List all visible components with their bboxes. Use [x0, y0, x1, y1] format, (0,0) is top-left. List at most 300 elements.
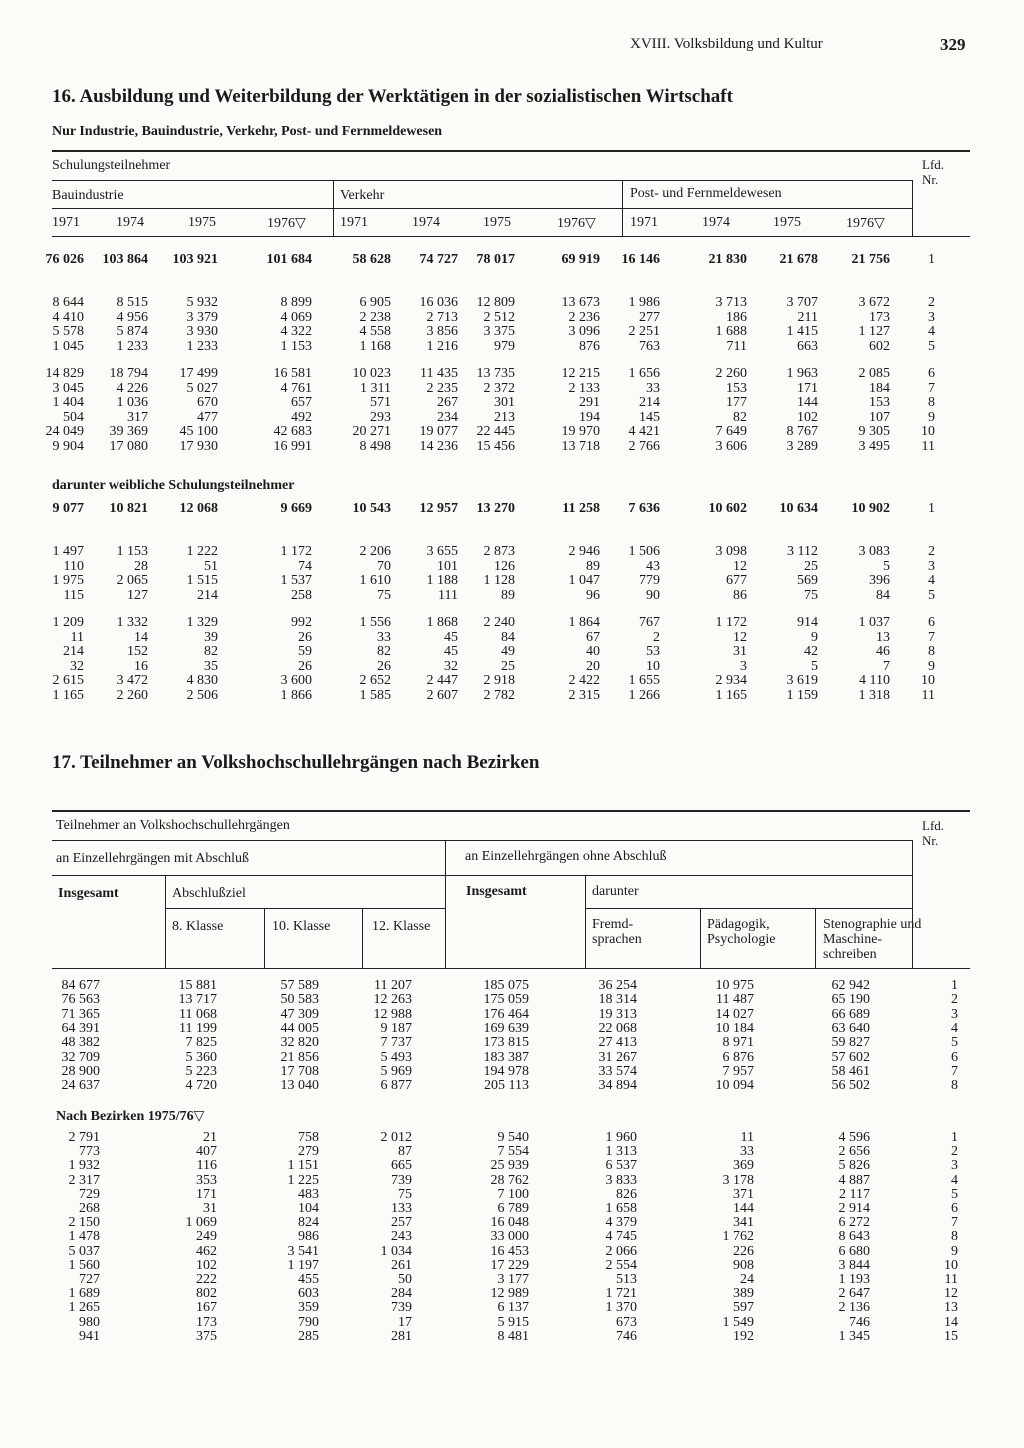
table17-bezirk-cell: 2 656	[838, 1144, 870, 1160]
table16-s2-cell: 2	[653, 629, 660, 645]
table17-bezirk-cell: 33 000	[490, 1229, 529, 1245]
table16-s2-total-cell: 9 669	[280, 501, 312, 516]
table16-s1-cell: 1 233	[116, 339, 148, 354]
table16-s2-cell: 152	[127, 644, 148, 659]
table16-s1-cell: 1 688	[715, 324, 747, 339]
table16-s1-cell: 15 456	[476, 438, 515, 454]
table16-s2-cell: 5	[811, 658, 818, 674]
table16-s2-lfd: 4	[928, 573, 935, 588]
table17-bezirk-lfd: 2	[951, 1144, 958, 1160]
table17-klasse12: 12. Klasse	[372, 919, 431, 934]
table16-s1-cell: 1 045	[52, 339, 84, 354]
table17-year-cell: 24 637	[61, 1078, 100, 1094]
table16-s2-cell: 1 556	[359, 615, 391, 630]
table17-year-cell: 57 589	[280, 978, 319, 993]
table16-year-5: 1974	[412, 215, 440, 230]
table16-s2-cell: 1 172	[280, 544, 312, 559]
table17-group-header: Teilnehmer an Volkshochschullehrgängen	[56, 818, 290, 833]
table16-s2-cell: 1 868	[426, 615, 458, 630]
table17-bezirk-cell: 167	[196, 1300, 217, 1316]
table17-bezirk-cell: 28 762	[490, 1172, 529, 1188]
table16-s2-cell: 1 515	[186, 573, 218, 588]
table16-s2-cell: 33	[377, 629, 391, 645]
table17-bezirk-cell: 133	[391, 1201, 412, 1216]
table17-bezirk-cell: 6 789	[497, 1201, 529, 1216]
table16-s1-cell: 20 271	[352, 424, 391, 439]
table17-bezirk-cell: 8 643	[838, 1229, 870, 1245]
table17-bezirk-cell: 389	[733, 1286, 754, 1302]
table16-s1-cell: 1 168	[359, 339, 391, 354]
table16-s2-total-lfd: 1	[928, 501, 935, 516]
table16-branch-verkehr: Verkehr	[340, 188, 385, 203]
table17-year-lfd: 7	[951, 1064, 958, 1080]
table16-s1-total-cell: 16 146	[621, 252, 660, 267]
table16-s1-cell: 12 809	[476, 295, 515, 310]
table17-bezirk-cell: 104	[298, 1201, 319, 1216]
table16-s2-cell: 2 607	[426, 687, 458, 703]
table17-bezirk-cell: 2 136	[838, 1300, 870, 1316]
table17-bezirk-cell: 2 117	[839, 1186, 870, 1202]
table17-year-cell: 14 027	[715, 1006, 754, 1022]
table16-s2-cell: 914	[797, 615, 818, 630]
table16-s1-cell: 5 932	[186, 295, 218, 310]
table16-group-header: Schulungsteilnehmer	[52, 158, 171, 173]
table16-s2-total-cell: 12 068	[179, 501, 218, 516]
table17-bezirk-cell: 980	[79, 1314, 100, 1330]
table17-bezirk-lfd: 10	[944, 1257, 958, 1273]
table16-year-0: 1971	[52, 215, 80, 230]
table16-s2-cell: 1 332	[116, 615, 148, 630]
table16-s2-cell: 1 506	[628, 544, 660, 559]
table16-s2-cell: 14	[134, 629, 148, 645]
table17-year-cell: 7 825	[185, 1035, 217, 1051]
table16-s2-lfd: 11	[921, 687, 935, 703]
table16-s1-lfd: 4	[928, 324, 935, 339]
table17-with-exam: an Einzellehrgängen mit Abschluß	[56, 851, 249, 866]
table16-title: 16. Ausbildung und Weiterbildung der Werktätigen in der sozialistischen Wirtschaft	[52, 86, 733, 107]
table16-s2-cell: 1 188	[426, 573, 458, 588]
table17-bezirk-cell: 407	[196, 1144, 217, 1160]
table17-bezirk-cell: 6 680	[838, 1243, 870, 1259]
table16-s1-cell: 2 372	[483, 380, 515, 396]
table16-s1-cell: 5 874	[116, 324, 148, 339]
table16-s1-cell: 82	[733, 409, 747, 425]
table17-bezirk-cell: 144	[733, 1201, 754, 1216]
table17-bezirk-cell: 222	[196, 1272, 217, 1287]
table16-s2-cell: 214	[197, 587, 218, 603]
table16-s2-cell: 2 206	[359, 544, 391, 559]
table17-bezirk-cell: 802	[196, 1286, 217, 1302]
table16-s1-cell: 763	[639, 339, 660, 354]
table17-year-lfd: 4	[951, 1021, 958, 1037]
table16-s1-cell: 8 498	[359, 438, 391, 454]
table17-bezirk-lfd: 4	[951, 1172, 958, 1188]
table16-s2-cell: 70	[377, 558, 391, 574]
table16-rule-2	[52, 208, 912, 209]
table16-s2-cell: 45	[444, 644, 458, 659]
table16-s2-lfd: 2	[928, 544, 935, 559]
table17-bezirk-cell: 729	[79, 1186, 100, 1202]
table17-year-cell: 28 900	[61, 1064, 100, 1080]
table16-s2-cell: 11	[70, 629, 84, 645]
table16-s2-cell: 779	[639, 573, 660, 588]
table16-branch-post: Post- und Fernmeldewesen	[630, 186, 782, 201]
table16-s1-cell: 17 080	[109, 438, 148, 454]
table16-s2-cell: 12	[733, 629, 747, 645]
table17-title: 17. Teilnehmer an Volkshochschullehrgängen nach Bezirken	[52, 752, 540, 773]
table16-s2-cell: 84	[876, 587, 890, 603]
table16-year-7: 1976▽	[557, 216, 596, 231]
table16-s2-cell: 32	[70, 658, 84, 674]
table17-rule-1	[52, 840, 912, 841]
table17-klasse10: 10. Klasse	[272, 919, 331, 934]
table17-bezirk-cell: 790	[298, 1314, 319, 1330]
table17-year-cell: 31 267	[598, 1049, 637, 1065]
table16-s1-cell: 14 236	[419, 438, 458, 454]
table16-s2-cell: 1 329	[186, 615, 218, 630]
table16-section2-label: darunter weibliche Schulungsteilnehmer	[52, 478, 295, 493]
table17-year-cell: 33 574	[598, 1064, 637, 1080]
table16-s2-cell: 9	[811, 629, 818, 645]
table16-s2-cell: 32	[444, 658, 458, 674]
table16-s2-lfd: 3	[928, 558, 935, 574]
table16-s1-cell: 3 713	[715, 295, 747, 310]
table16-s1-cell: 3 707	[786, 295, 818, 310]
table16-s1-cell: 2 766	[628, 438, 660, 454]
table16-s1-cell: 8 767	[786, 424, 818, 439]
table17-bezirk-cell: 941	[79, 1328, 100, 1344]
table17-bezirk-cell: 6 137	[497, 1300, 529, 1316]
table17-bezirk-cell: 11	[740, 1130, 754, 1145]
table16-s1-cell: 19 077	[419, 424, 458, 439]
table17-bezirk-cell: 826	[616, 1186, 637, 1202]
table17-bezirk-cell: 1 225	[287, 1172, 319, 1188]
table17-bezirk-cell: 1 265	[68, 1300, 100, 1316]
table16-s1-cell: 12 215	[561, 366, 600, 381]
table17-top-rule	[52, 810, 970, 812]
table17-bezirk-cell: 1 960	[605, 1130, 637, 1145]
table17-year-cell: 13 040	[280, 1078, 319, 1094]
table16-s1-cell: 2 236	[568, 309, 600, 325]
table16-s2-cell: 1 866	[280, 687, 312, 703]
table17-year-cell: 15 881	[178, 978, 217, 993]
table16-year-1: 1974	[116, 215, 144, 230]
table16-s2-lfd: 7	[928, 629, 935, 645]
table16-s2-total-cell: 7 636	[628, 501, 660, 516]
table16-s2-cell: 26	[298, 629, 312, 645]
table17-year-lfd: 5	[951, 1035, 958, 1051]
table16-s1-cell: 657	[291, 395, 312, 410]
table17-bezirk-cell: 25 939	[490, 1158, 529, 1174]
table16-s1-cell: 211	[797, 309, 818, 325]
table16-s2-cell: 2 615	[52, 673, 84, 688]
table16-s1-cell: 10 023	[352, 366, 391, 381]
table17-bezirk-cell: 2 012	[380, 1130, 412, 1145]
table17-bezirk-cell: 3 541	[287, 1243, 319, 1259]
table16-year-6: 1975	[483, 215, 511, 230]
table17-bezirk-cell: 226	[733, 1243, 754, 1259]
table16-s1-cell: 107	[869, 409, 890, 425]
table16-year-11: 1976▽	[846, 216, 885, 231]
table16-s2-cell: 7	[883, 658, 890, 674]
table16-s1-total-cell: 69 919	[561, 252, 600, 267]
table16-s2-cell: 28	[134, 558, 148, 574]
table17-year-cell: 6 876	[722, 1049, 754, 1065]
table17-year-lfd: 3	[951, 1006, 958, 1022]
table16-s2-cell: 2 422	[568, 673, 600, 688]
table16-s1-cell: 1 311	[360, 380, 391, 396]
table16-s1-cell: 9 904	[52, 438, 84, 454]
table16-s2-total-cell: 10 602	[708, 501, 747, 516]
table17-bezirk-cell: 455	[298, 1272, 319, 1287]
table16-s1-cell: 3 289	[786, 438, 818, 454]
table17-year-cell: 56 502	[831, 1078, 870, 1094]
table16-year-3: 1976▽	[267, 216, 306, 231]
table17-bezirk-cell: 1 197	[287, 1257, 319, 1273]
table16-s1-cell: 4 558	[359, 324, 391, 339]
table16-s1-lfd: 11	[921, 438, 935, 454]
table17-year-cell: 44 005	[280, 1021, 319, 1037]
table16-s2-cell: 1 975	[52, 573, 84, 588]
table16-s1-cell: 3 606	[715, 438, 747, 454]
table17-year-lfd: 2	[951, 992, 958, 1008]
table17-year-cell: 11 207	[374, 978, 412, 993]
table17-bezirk-cell: 1 034	[380, 1243, 412, 1259]
table17-bezirk-cell: 4 596	[838, 1130, 870, 1145]
table16-s2-total-cell: 12 957	[419, 501, 458, 516]
table17-bezirk-cell: 5 915	[497, 1314, 529, 1330]
table16-s1-cell: 2 085	[858, 366, 890, 381]
table17-year-cell: 22 068	[598, 1021, 637, 1037]
table17-bezirk-lfd: 7	[951, 1215, 958, 1231]
table17-bezirk-cell: 603	[298, 1286, 319, 1302]
table17-bezirk-cell: 249	[196, 1229, 217, 1245]
table16-s1-cell: 291	[579, 395, 600, 410]
table16-s2-cell: 3 619	[786, 673, 818, 688]
table17-year-cell: 17 708	[280, 1064, 319, 1080]
table16-s1-cell: 477	[197, 409, 218, 425]
table17-bezirk-cell: 1 313	[605, 1144, 637, 1160]
table16-s1-cell: 13 735	[476, 366, 515, 381]
table17-bezirk-cell: 171	[196, 1186, 217, 1202]
table17-year-cell: 11 199	[179, 1021, 217, 1037]
table16-s1-cell: 194	[579, 409, 600, 425]
table17-bezirk-cell: 261	[391, 1257, 412, 1273]
table17-bezirk-cell: 257	[391, 1215, 412, 1231]
table16-lfd-header: Lfd. Nr.	[922, 157, 945, 187]
table16-s2-cell: 59	[298, 644, 312, 659]
table17-bezirk-cell: 87	[398, 1144, 412, 1160]
table17-bezirk-cell: 102	[196, 1257, 217, 1273]
table17-bezirk-cell: 773	[79, 1144, 100, 1160]
table16-s2-cell: 992	[291, 615, 312, 630]
table17-bezirk-cell: 739	[391, 1172, 412, 1188]
table17-year-cell: 66 689	[831, 1006, 870, 1022]
table17-bezirk-lfd: 3	[951, 1158, 958, 1174]
table16-s2-cell: 3 655	[426, 544, 458, 559]
table16-s1-total-cell: 78 017	[476, 252, 515, 267]
table17-year-lfd: 6	[951, 1049, 958, 1065]
table17-bezirk-cell: 2 150	[68, 1215, 100, 1231]
table17-year-cell: 11 068	[179, 1006, 217, 1022]
table16-s1-cell: 8 899	[280, 295, 312, 310]
table16-s1-cell: 33	[646, 380, 660, 396]
table17-bezirk-cell: 3 844	[838, 1257, 870, 1273]
table16-s1-cell: 4 421	[628, 424, 660, 439]
table17-bezirk-lfd: 8	[951, 1229, 958, 1245]
table16-s2-cell: 110	[63, 558, 84, 574]
table17-bezirk-cell: 746	[849, 1314, 870, 1330]
table16-s1-total-cell: 76 026	[45, 252, 84, 267]
table16-s1-cell: 293	[370, 409, 391, 425]
table17-bezirk-cell: 1 345	[838, 1328, 870, 1344]
table17-bezirk-cell: 268	[79, 1201, 100, 1216]
table17-year-cell: 71 365	[61, 1006, 100, 1022]
table16-s2-cell: 2 240	[483, 615, 515, 630]
table16-year-9: 1974	[702, 215, 730, 230]
table16-s2-cell: 1 585	[359, 687, 391, 703]
table16-s2-cell: 1 037	[858, 615, 890, 630]
table16-s1-cell: 173	[869, 309, 890, 325]
table17-year-cell: 175 059	[483, 992, 529, 1008]
table16-s2-cell: 43	[646, 558, 660, 574]
table16-s2-cell: 2 447	[426, 673, 458, 688]
table16-subtitle: Nur Industrie, Bauindustrie, Verkehr, Post- und Fernmeldewesen	[52, 124, 443, 139]
table16-s2-cell: 396	[869, 573, 890, 588]
table16-s2-cell: 2 260	[116, 687, 148, 703]
table17-rule-2	[52, 875, 912, 876]
table16-s1-lfd: 7	[928, 380, 935, 396]
table16-s2-cell: 1 318	[858, 687, 890, 703]
table17-bezirk-cell: 986	[298, 1229, 319, 1245]
table17-bezirk-cell: 21	[203, 1130, 217, 1145]
table17-bezirk-cell: 739	[391, 1300, 412, 1316]
table16-s1-cell: 6 905	[359, 295, 391, 310]
table17-stenographie: Stenographie und Maschine- schreiben	[823, 917, 922, 962]
table16-s2-total-cell: 10 902	[851, 501, 890, 516]
table17-year-cell: 65 190	[831, 992, 870, 1008]
table16-s1-cell: 492	[291, 409, 312, 425]
table17-rule-3	[52, 968, 970, 969]
table16-s1-cell: 267	[437, 395, 458, 410]
running-header: XVIII. Volksbildung und Kultur	[630, 36, 823, 52]
table16-s1-cell: 16 036	[419, 295, 458, 310]
table16-s1-cell: 17 930	[179, 438, 218, 454]
table16-s2-cell: 84	[501, 629, 515, 645]
table17-year-cell: 7 957	[722, 1064, 754, 1080]
table17-bezirk-lfd: 11	[944, 1272, 958, 1287]
table16-s1-cell: 3 495	[858, 438, 890, 454]
table17-year-cell: 185 075	[483, 978, 529, 993]
table17-bezirk-cell: 17	[398, 1314, 412, 1330]
table17-year-cell: 12 263	[373, 992, 412, 1008]
table16-s2-cell: 127	[127, 587, 148, 603]
table17-bezirk-cell: 50	[398, 1272, 412, 1287]
table17-bezirk-cell: 665	[391, 1158, 412, 1174]
table16-s2-cell: 45	[444, 629, 458, 645]
table16-s1-total-cell: 21 678	[779, 252, 818, 267]
table16-s1-cell: 4 322	[280, 324, 312, 339]
table17-year-cell: 183 387	[483, 1049, 529, 1065]
table16-s2-cell: 1 165	[52, 687, 84, 703]
table16-s1-cell: 234	[437, 409, 458, 425]
table16-s1-cell: 5 578	[52, 324, 84, 339]
table16-s1-cell: 11 435	[420, 366, 458, 381]
table17-bezirk-cell: 31	[203, 1201, 217, 1216]
table16-s2-total-cell: 13 270	[476, 501, 515, 516]
table16-s2-cell: 90	[646, 587, 660, 603]
table17-year-cell: 57 602	[831, 1049, 870, 1065]
table16-s1-cell: 45 100	[179, 424, 218, 439]
table16-s2-cell: 2 873	[483, 544, 515, 559]
table17-year-cell: 10 975	[715, 978, 754, 993]
table17-year-cell: 47 309	[280, 1006, 319, 1022]
table17-year-cell: 19 313	[598, 1006, 637, 1022]
table17-bezirk-cell: 5 037	[68, 1243, 100, 1259]
table17-bezirk-cell: 2 317	[68, 1172, 100, 1188]
table17-year-cell: 36 254	[598, 978, 637, 993]
table17-bezirk-cell: 758	[298, 1130, 319, 1145]
table17-year-cell: 194 978	[483, 1064, 529, 1080]
table16-s2-lfd: 6	[928, 615, 935, 630]
table16-s2-lfd: 8	[928, 644, 935, 659]
table16-s2-cell: 2 782	[483, 687, 515, 703]
table16-s2-cell: 3 083	[858, 544, 890, 559]
table16-s2-total-cell: 10 634	[779, 501, 818, 516]
table16-s2-cell: 1 165	[715, 687, 747, 703]
table17-bezirk-lfd: 9	[951, 1243, 958, 1259]
table16-s2-cell: 1 128	[483, 573, 515, 588]
table17-bezirk-cell: 727	[79, 1272, 100, 1287]
table16-year-10: 1975	[773, 215, 801, 230]
table17-year-cell: 34 894	[598, 1078, 637, 1094]
table16-s1-cell: 186	[726, 309, 747, 325]
table16-s1-lfd: 3	[928, 309, 935, 325]
table17-bezirk-cell: 75	[398, 1186, 412, 1202]
table16-s1-cell: 18 794	[109, 366, 148, 381]
table17-bezirk-lfd: 12	[944, 1286, 958, 1302]
table16-s1-cell: 171	[797, 380, 818, 396]
table16-year-2: 1975	[188, 215, 216, 230]
table17-bezirk-cell: 673	[616, 1314, 637, 1330]
table17-bezirk-cell: 341	[733, 1215, 754, 1231]
table16-s1-cell: 2 251	[628, 324, 660, 339]
table16-s2-cell: 3	[740, 658, 747, 674]
table17-year-cell: 50 583	[280, 992, 319, 1008]
table16-s2-cell: 2 946	[568, 544, 600, 559]
table16-s2-cell: 42	[804, 644, 818, 659]
table17-year-lfd: 8	[951, 1078, 958, 1094]
table17-year-cell: 32 820	[280, 1035, 319, 1051]
table16-s1-lfd: 8	[928, 395, 935, 410]
table16-s2-cell: 126	[494, 558, 515, 574]
table17-year-cell: 32 709	[61, 1049, 100, 1065]
table16-s1-cell: 3 379	[186, 309, 218, 325]
table16-s2-lfd: 10	[921, 673, 935, 688]
table16-s2-cell: 3 098	[715, 544, 747, 559]
table16-s1-total-cell: 58 628	[352, 252, 391, 267]
table16-rule-3	[52, 236, 970, 237]
table16-s1-cell: 504	[63, 409, 84, 425]
table16-s2-cell: 75	[377, 587, 391, 603]
table17-year-cell: 5 360	[185, 1049, 217, 1065]
table17-bezirk-cell: 746	[616, 1328, 637, 1344]
table16-s1-cell: 571	[370, 395, 391, 410]
table16-s2-cell: 16	[134, 658, 148, 674]
table17-bezirk-cell: 33	[740, 1144, 754, 1160]
table16-s1-total-cell: 103 921	[172, 252, 218, 267]
table16-s1-cell: 1 963	[786, 366, 818, 381]
